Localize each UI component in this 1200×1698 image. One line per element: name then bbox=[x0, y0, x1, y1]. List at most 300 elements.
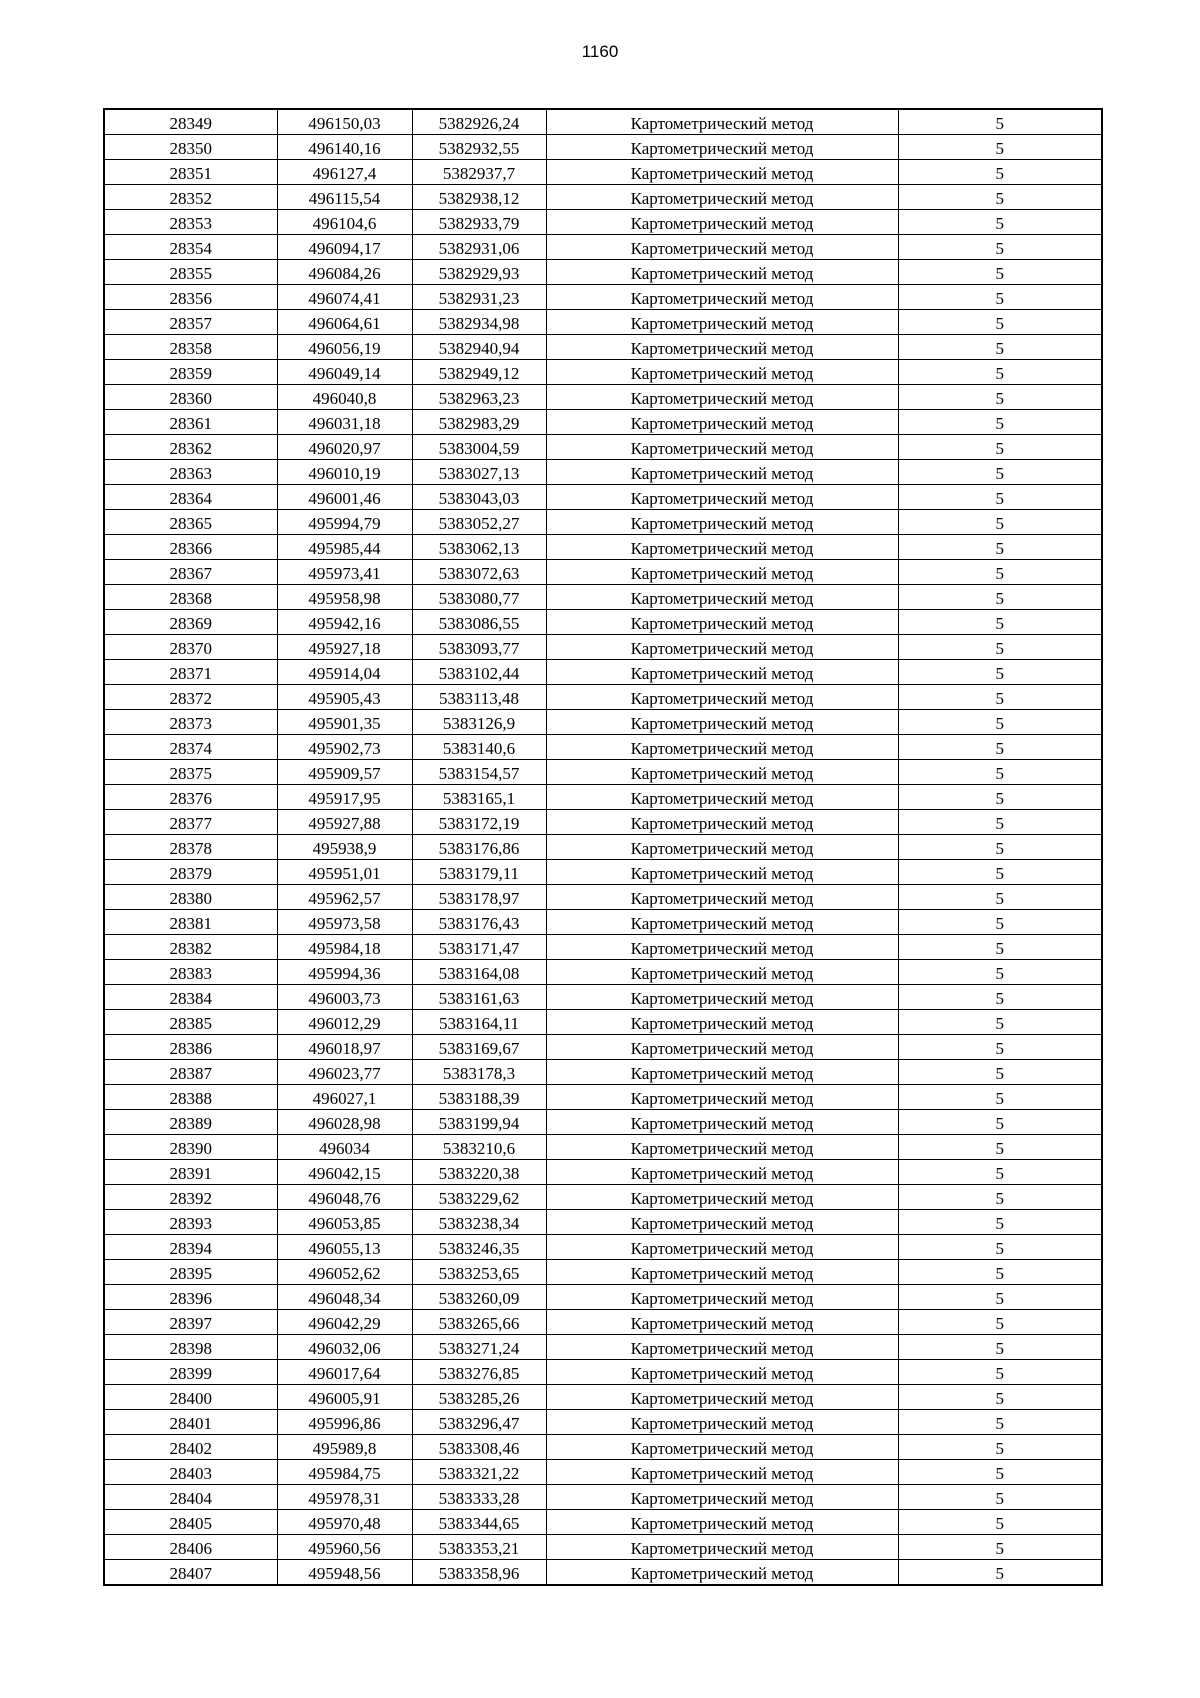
accuracy-cell: 5 bbox=[898, 585, 1102, 610]
y-coordinate-cell: 5383093,77 bbox=[412, 635, 546, 660]
y-coordinate-cell: 5383321,22 bbox=[412, 1460, 546, 1485]
method-cell: Картометрический метод bbox=[546, 935, 898, 960]
y-coordinate-cell: 5383260,09 bbox=[412, 1285, 546, 1310]
x-coordinate-cell: 496023,77 bbox=[277, 1060, 412, 1085]
accuracy-cell: 5 bbox=[898, 1135, 1102, 1160]
accuracy-cell: 5 bbox=[898, 1085, 1102, 1110]
point-number-cell: 28398 bbox=[104, 1335, 277, 1360]
accuracy-cell: 5 bbox=[898, 685, 1102, 710]
point-number-cell: 28362 bbox=[104, 435, 277, 460]
accuracy-cell: 5 bbox=[898, 335, 1102, 360]
method-cell: Картометрический метод bbox=[546, 1335, 898, 1360]
x-coordinate-cell: 495994,36 bbox=[277, 960, 412, 985]
method-cell: Картометрический метод bbox=[546, 760, 898, 785]
method-cell: Картометрический метод bbox=[546, 285, 898, 310]
method-cell: Картометрический метод bbox=[546, 1135, 898, 1160]
accuracy-cell: 5 bbox=[898, 360, 1102, 385]
x-coordinate-cell: 496053,85 bbox=[277, 1210, 412, 1235]
table-row bbox=[104, 885, 1102, 910]
y-coordinate-cell: 5383161,63 bbox=[412, 985, 546, 1010]
table-row bbox=[104, 1485, 1102, 1510]
method-cell: Картометрический метод bbox=[546, 185, 898, 210]
point-number-cell: 28379 bbox=[104, 860, 277, 885]
accuracy-cell: 5 bbox=[898, 1435, 1102, 1460]
table-row bbox=[104, 935, 1102, 960]
method-cell: Картометрический метод bbox=[546, 1260, 898, 1285]
accuracy-cell: 5 bbox=[898, 1285, 1102, 1310]
x-coordinate-cell: 495978,31 bbox=[277, 1485, 412, 1510]
table-row bbox=[104, 560, 1102, 585]
point-number-cell: 28402 bbox=[104, 1435, 277, 1460]
table-row bbox=[104, 310, 1102, 335]
table-row bbox=[104, 1135, 1102, 1160]
y-coordinate-cell: 5382963,23 bbox=[412, 385, 546, 410]
table-row bbox=[104, 135, 1102, 160]
table-row bbox=[104, 510, 1102, 535]
y-coordinate-cell: 5383154,57 bbox=[412, 760, 546, 785]
table-row bbox=[104, 460, 1102, 485]
accuracy-cell: 5 bbox=[898, 1385, 1102, 1410]
point-number-cell: 28395 bbox=[104, 1260, 277, 1285]
accuracy-cell: 5 bbox=[898, 235, 1102, 260]
x-coordinate-cell: 495984,18 bbox=[277, 935, 412, 960]
point-number-cell: 28373 bbox=[104, 710, 277, 735]
x-coordinate-cell: 496048,34 bbox=[277, 1285, 412, 1310]
table-row bbox=[104, 685, 1102, 710]
accuracy-cell: 5 bbox=[898, 485, 1102, 510]
accuracy-cell: 5 bbox=[898, 560, 1102, 585]
point-number-cell: 28392 bbox=[104, 1185, 277, 1210]
table-row bbox=[104, 1285, 1102, 1310]
x-coordinate-cell: 496003,73 bbox=[277, 985, 412, 1010]
x-coordinate-cell: 496127,4 bbox=[277, 160, 412, 185]
accuracy-cell: 5 bbox=[898, 1235, 1102, 1260]
table-row bbox=[104, 635, 1102, 660]
accuracy-cell: 5 bbox=[898, 210, 1102, 235]
point-number-cell: 28351 bbox=[104, 160, 277, 185]
point-number-cell: 28406 bbox=[104, 1535, 277, 1560]
accuracy-cell: 5 bbox=[898, 960, 1102, 985]
table-row bbox=[104, 985, 1102, 1010]
table-row bbox=[104, 435, 1102, 460]
point-number-cell: 28352 bbox=[104, 185, 277, 210]
y-coordinate-cell: 5383271,24 bbox=[412, 1335, 546, 1360]
method-cell: Картометрический метод bbox=[546, 1510, 898, 1535]
y-coordinate-cell: 5383220,38 bbox=[412, 1160, 546, 1185]
table-row bbox=[104, 1560, 1102, 1586]
accuracy-cell: 5 bbox=[898, 109, 1102, 135]
y-coordinate-cell: 5383229,62 bbox=[412, 1185, 546, 1210]
point-number-cell: 28386 bbox=[104, 1035, 277, 1060]
table-row bbox=[104, 960, 1102, 985]
x-coordinate-cell: 495970,48 bbox=[277, 1510, 412, 1535]
table-row bbox=[104, 1535, 1102, 1560]
point-number-cell: 28389 bbox=[104, 1110, 277, 1135]
x-coordinate-cell: 495996,86 bbox=[277, 1410, 412, 1435]
y-coordinate-cell: 5382933,79 bbox=[412, 210, 546, 235]
point-number-cell: 28359 bbox=[104, 360, 277, 385]
x-coordinate-cell: 496028,98 bbox=[277, 1110, 412, 1135]
x-coordinate-cell: 496001,46 bbox=[277, 485, 412, 510]
accuracy-cell: 5 bbox=[898, 885, 1102, 910]
table-row bbox=[104, 1335, 1102, 1360]
point-number-cell: 28388 bbox=[104, 1085, 277, 1110]
table-row bbox=[104, 1110, 1102, 1135]
x-coordinate-cell: 495942,16 bbox=[277, 610, 412, 635]
method-cell: Картометрический метод bbox=[546, 1385, 898, 1410]
accuracy-cell: 5 bbox=[898, 510, 1102, 535]
method-cell: Картометрический метод bbox=[546, 1310, 898, 1335]
accuracy-cell: 5 bbox=[898, 610, 1102, 635]
method-cell: Картометрический метод bbox=[546, 410, 898, 435]
y-coordinate-cell: 5383164,08 bbox=[412, 960, 546, 985]
accuracy-cell: 5 bbox=[898, 635, 1102, 660]
x-coordinate-cell: 495973,58 bbox=[277, 910, 412, 935]
accuracy-cell: 5 bbox=[898, 410, 1102, 435]
accuracy-cell: 5 bbox=[898, 535, 1102, 560]
y-coordinate-cell: 5383126,9 bbox=[412, 710, 546, 735]
table-row bbox=[104, 410, 1102, 435]
x-coordinate-cell: 495905,43 bbox=[277, 685, 412, 710]
x-coordinate-cell: 496056,19 bbox=[277, 335, 412, 360]
x-coordinate-cell: 496115,54 bbox=[277, 185, 412, 210]
point-number-cell: 28361 bbox=[104, 410, 277, 435]
accuracy-cell: 5 bbox=[898, 1010, 1102, 1035]
table-row bbox=[104, 1085, 1102, 1110]
x-coordinate-cell: 495960,56 bbox=[277, 1535, 412, 1560]
method-cell: Картометрический метод bbox=[546, 310, 898, 335]
y-coordinate-cell: 5382934,98 bbox=[412, 310, 546, 335]
point-number-cell: 28399 bbox=[104, 1360, 277, 1385]
table-row bbox=[104, 335, 1102, 360]
x-coordinate-cell: 496031,18 bbox=[277, 410, 412, 435]
x-coordinate-cell: 496074,41 bbox=[277, 285, 412, 310]
accuracy-cell: 5 bbox=[898, 1410, 1102, 1435]
table-row bbox=[104, 760, 1102, 785]
x-coordinate-cell: 495917,95 bbox=[277, 785, 412, 810]
method-cell: Картометрический метод bbox=[546, 735, 898, 760]
y-coordinate-cell: 5383265,66 bbox=[412, 1310, 546, 1335]
accuracy-cell: 5 bbox=[898, 435, 1102, 460]
y-coordinate-cell: 5383178,97 bbox=[412, 885, 546, 910]
page-number: 1160 bbox=[581, 42, 619, 61]
y-coordinate-cell: 5383238,34 bbox=[412, 1210, 546, 1235]
y-coordinate-cell: 5382932,55 bbox=[412, 135, 546, 160]
accuracy-cell: 5 bbox=[898, 910, 1102, 935]
accuracy-cell: 5 bbox=[898, 460, 1102, 485]
method-cell: Картометрический метод bbox=[546, 1460, 898, 1485]
y-coordinate-cell: 5382940,94 bbox=[412, 335, 546, 360]
table-row bbox=[104, 1160, 1102, 1185]
x-coordinate-cell: 496020,97 bbox=[277, 435, 412, 460]
x-coordinate-cell: 495984,75 bbox=[277, 1460, 412, 1485]
accuracy-cell: 5 bbox=[898, 160, 1102, 185]
method-cell: Картометрический метод bbox=[546, 1085, 898, 1110]
point-number-cell: 28367 bbox=[104, 560, 277, 585]
x-coordinate-cell: 496034 bbox=[277, 1135, 412, 1160]
x-coordinate-cell: 496064,61 bbox=[277, 310, 412, 335]
point-number-cell: 28396 bbox=[104, 1285, 277, 1310]
x-coordinate-cell: 496027,1 bbox=[277, 1085, 412, 1110]
x-coordinate-cell: 496042,29 bbox=[277, 1310, 412, 1335]
table-row bbox=[104, 585, 1102, 610]
point-number-cell: 28363 bbox=[104, 460, 277, 485]
table-row bbox=[104, 835, 1102, 860]
x-coordinate-cell: 495909,57 bbox=[277, 760, 412, 785]
table-row bbox=[104, 1360, 1102, 1385]
point-number-cell: 28383 bbox=[104, 960, 277, 985]
point-number-cell: 28371 bbox=[104, 660, 277, 685]
method-cell: Картометрический метод bbox=[546, 1235, 898, 1260]
point-number-cell: 28393 bbox=[104, 1210, 277, 1235]
table-row bbox=[104, 1510, 1102, 1535]
method-cell: Картометрический метод bbox=[546, 210, 898, 235]
accuracy-cell: 5 bbox=[898, 710, 1102, 735]
method-cell: Картометрический метод bbox=[546, 1485, 898, 1510]
point-number-cell: 28364 bbox=[104, 485, 277, 510]
point-number-cell: 28382 bbox=[104, 935, 277, 960]
accuracy-cell: 5 bbox=[898, 985, 1102, 1010]
point-number-cell: 28353 bbox=[104, 210, 277, 235]
y-coordinate-cell: 5383164,11 bbox=[412, 1010, 546, 1035]
point-number-cell: 28355 bbox=[104, 260, 277, 285]
point-number-cell: 28390 bbox=[104, 1135, 277, 1160]
coordinates-table-body bbox=[104, 109, 1102, 1585]
method-cell: Картометрический метод bbox=[546, 635, 898, 660]
table-row bbox=[104, 1035, 1102, 1060]
method-cell: Картометрический метод bbox=[546, 660, 898, 685]
method-cell: Картометрический метод bbox=[546, 435, 898, 460]
accuracy-cell: 5 bbox=[898, 1060, 1102, 1085]
point-number-cell: 28365 bbox=[104, 510, 277, 535]
table-row bbox=[104, 485, 1102, 510]
y-coordinate-cell: 5383333,28 bbox=[412, 1485, 546, 1510]
y-coordinate-cell: 5383165,1 bbox=[412, 785, 546, 810]
point-number-cell: 28407 bbox=[104, 1560, 277, 1586]
point-number-cell: 28387 bbox=[104, 1060, 277, 1085]
x-coordinate-cell: 496042,15 bbox=[277, 1160, 412, 1185]
x-coordinate-cell: 496005,91 bbox=[277, 1385, 412, 1410]
y-coordinate-cell: 5383072,63 bbox=[412, 560, 546, 585]
y-coordinate-cell: 5382937,7 bbox=[412, 160, 546, 185]
method-cell: Картометрический метод bbox=[546, 835, 898, 860]
table-row bbox=[104, 235, 1102, 260]
method-cell: Картометрический метод bbox=[546, 810, 898, 835]
method-cell: Картометрический метод bbox=[546, 1210, 898, 1235]
x-coordinate-cell: 495962,57 bbox=[277, 885, 412, 910]
point-number-cell: 28376 bbox=[104, 785, 277, 810]
y-coordinate-cell: 5383176,43 bbox=[412, 910, 546, 935]
table-row bbox=[104, 735, 1102, 760]
point-number-cell: 28372 bbox=[104, 685, 277, 710]
accuracy-cell: 5 bbox=[898, 1460, 1102, 1485]
accuracy-cell: 5 bbox=[898, 1260, 1102, 1285]
y-coordinate-cell: 5383052,27 bbox=[412, 510, 546, 535]
accuracy-cell: 5 bbox=[898, 1035, 1102, 1060]
accuracy-cell: 5 bbox=[898, 1210, 1102, 1235]
x-coordinate-cell: 495901,35 bbox=[277, 710, 412, 735]
table-row bbox=[104, 660, 1102, 685]
table-row bbox=[104, 1260, 1102, 1285]
accuracy-cell: 5 bbox=[898, 860, 1102, 885]
y-coordinate-cell: 5383080,77 bbox=[412, 585, 546, 610]
point-number-cell: 28358 bbox=[104, 335, 277, 360]
table-row bbox=[104, 1435, 1102, 1460]
x-coordinate-cell: 495927,18 bbox=[277, 635, 412, 660]
x-coordinate-cell: 495958,98 bbox=[277, 585, 412, 610]
coordinates-table bbox=[103, 108, 1103, 1586]
x-coordinate-cell: 496084,26 bbox=[277, 260, 412, 285]
accuracy-cell: 5 bbox=[898, 660, 1102, 685]
accuracy-cell: 5 bbox=[898, 135, 1102, 160]
y-coordinate-cell: 5382983,29 bbox=[412, 410, 546, 435]
point-number-cell: 28385 bbox=[104, 1010, 277, 1035]
accuracy-cell: 5 bbox=[898, 785, 1102, 810]
x-coordinate-cell: 495948,56 bbox=[277, 1560, 412, 1586]
method-cell: Картометрический метод bbox=[546, 1435, 898, 1460]
point-number-cell: 28377 bbox=[104, 810, 277, 835]
accuracy-cell: 5 bbox=[898, 760, 1102, 785]
table-row bbox=[104, 385, 1102, 410]
y-coordinate-cell: 5383043,03 bbox=[412, 485, 546, 510]
y-coordinate-cell: 5383171,47 bbox=[412, 935, 546, 960]
accuracy-cell: 5 bbox=[898, 185, 1102, 210]
point-number-cell: 28381 bbox=[104, 910, 277, 935]
accuracy-cell: 5 bbox=[898, 1310, 1102, 1335]
y-coordinate-cell: 5383004,59 bbox=[412, 435, 546, 460]
y-coordinate-cell: 5383344,65 bbox=[412, 1510, 546, 1535]
x-coordinate-cell: 496032,06 bbox=[277, 1335, 412, 1360]
method-cell: Картометрический метод bbox=[546, 985, 898, 1010]
accuracy-cell: 5 bbox=[898, 1510, 1102, 1535]
y-coordinate-cell: 5383246,35 bbox=[412, 1235, 546, 1260]
table-row bbox=[104, 109, 1102, 135]
method-cell: Картометрический метод bbox=[546, 109, 898, 135]
y-coordinate-cell: 5382949,12 bbox=[412, 360, 546, 385]
table-row bbox=[104, 210, 1102, 235]
point-number-cell: 28349 bbox=[104, 109, 277, 135]
x-coordinate-cell: 496150,03 bbox=[277, 109, 412, 135]
point-number-cell: 28400 bbox=[104, 1385, 277, 1410]
point-number-cell: 28357 bbox=[104, 310, 277, 335]
method-cell: Картометрический метод bbox=[546, 560, 898, 585]
y-coordinate-cell: 5383253,65 bbox=[412, 1260, 546, 1285]
method-cell: Картометрический метод bbox=[546, 585, 898, 610]
x-coordinate-cell: 496040,8 bbox=[277, 385, 412, 410]
table-row bbox=[104, 1060, 1102, 1085]
x-coordinate-cell: 495927,88 bbox=[277, 810, 412, 835]
method-cell: Картометрический метод bbox=[546, 535, 898, 560]
x-coordinate-cell: 495938,9 bbox=[277, 835, 412, 860]
table-row bbox=[104, 535, 1102, 560]
method-cell: Картометрический метод bbox=[546, 785, 898, 810]
method-cell: Картометрический метод bbox=[546, 1360, 898, 1385]
x-coordinate-cell: 496010,19 bbox=[277, 460, 412, 485]
x-coordinate-cell: 496052,62 bbox=[277, 1260, 412, 1285]
accuracy-cell: 5 bbox=[898, 285, 1102, 310]
y-coordinate-cell: 5383102,44 bbox=[412, 660, 546, 685]
point-number-cell: 28368 bbox=[104, 585, 277, 610]
method-cell: Картометрический метод bbox=[546, 610, 898, 635]
x-coordinate-cell: 496055,13 bbox=[277, 1235, 412, 1260]
y-coordinate-cell: 5383113,48 bbox=[412, 685, 546, 710]
y-coordinate-cell: 5383086,55 bbox=[412, 610, 546, 635]
y-coordinate-cell: 5383176,86 bbox=[412, 835, 546, 860]
method-cell: Картометрический метод bbox=[546, 960, 898, 985]
point-number-cell: 28354 bbox=[104, 235, 277, 260]
y-coordinate-cell: 5383276,85 bbox=[412, 1360, 546, 1385]
point-number-cell: 28374 bbox=[104, 735, 277, 760]
table-row bbox=[104, 710, 1102, 735]
table-row bbox=[104, 260, 1102, 285]
method-cell: Картометрический метод bbox=[546, 335, 898, 360]
x-coordinate-cell: 495902,73 bbox=[277, 735, 412, 760]
y-coordinate-cell: 5383285,26 bbox=[412, 1385, 546, 1410]
y-coordinate-cell: 5382926,24 bbox=[412, 109, 546, 135]
table-row bbox=[104, 910, 1102, 935]
point-number-cell: 28403 bbox=[104, 1460, 277, 1485]
y-coordinate-cell: 5382938,12 bbox=[412, 185, 546, 210]
point-number-cell: 28375 bbox=[104, 760, 277, 785]
x-coordinate-cell: 496012,29 bbox=[277, 1010, 412, 1035]
method-cell: Картометрический метод bbox=[546, 685, 898, 710]
point-number-cell: 28378 bbox=[104, 835, 277, 860]
y-coordinate-cell: 5383169,67 bbox=[412, 1035, 546, 1060]
x-coordinate-cell: 496017,64 bbox=[277, 1360, 412, 1385]
method-cell: Картометрический метод bbox=[546, 485, 898, 510]
table-row bbox=[104, 810, 1102, 835]
point-number-cell: 28366 bbox=[104, 535, 277, 560]
y-coordinate-cell: 5383308,46 bbox=[412, 1435, 546, 1460]
method-cell: Картометрический метод bbox=[546, 1535, 898, 1560]
point-number-cell: 28384 bbox=[104, 985, 277, 1010]
method-cell: Картометрический метод bbox=[546, 460, 898, 485]
point-number-cell: 28404 bbox=[104, 1485, 277, 1510]
table-row bbox=[104, 1235, 1102, 1260]
y-coordinate-cell: 5383210,6 bbox=[412, 1135, 546, 1160]
method-cell: Картометрический метод bbox=[546, 1285, 898, 1310]
accuracy-cell: 5 bbox=[898, 260, 1102, 285]
point-number-cell: 28394 bbox=[104, 1235, 277, 1260]
accuracy-cell: 5 bbox=[898, 1185, 1102, 1210]
y-coordinate-cell: 5383199,94 bbox=[412, 1110, 546, 1135]
method-cell: Картометрический метод bbox=[546, 160, 898, 185]
accuracy-cell: 5 bbox=[898, 1335, 1102, 1360]
method-cell: Картометрический метод bbox=[546, 1185, 898, 1210]
point-number-cell: 28401 bbox=[104, 1410, 277, 1435]
table-row bbox=[104, 785, 1102, 810]
table-row bbox=[104, 860, 1102, 885]
y-coordinate-cell: 5383188,39 bbox=[412, 1085, 546, 1110]
y-coordinate-cell: 5383353,21 bbox=[412, 1535, 546, 1560]
x-coordinate-cell: 495914,04 bbox=[277, 660, 412, 685]
method-cell: Картометрический метод bbox=[546, 1035, 898, 1060]
accuracy-cell: 5 bbox=[898, 1110, 1102, 1135]
y-coordinate-cell: 5383140,6 bbox=[412, 735, 546, 760]
x-coordinate-cell: 496094,17 bbox=[277, 235, 412, 260]
method-cell: Картометрический метод bbox=[546, 885, 898, 910]
table-row bbox=[104, 1385, 1102, 1410]
point-number-cell: 28405 bbox=[104, 1510, 277, 1535]
accuracy-cell: 5 bbox=[898, 1535, 1102, 1560]
method-cell: Картометрический метод bbox=[546, 510, 898, 535]
y-coordinate-cell: 5382931,06 bbox=[412, 235, 546, 260]
accuracy-cell: 5 bbox=[898, 1560, 1102, 1586]
table-row bbox=[104, 160, 1102, 185]
accuracy-cell: 5 bbox=[898, 1360, 1102, 1385]
table-row bbox=[104, 1410, 1102, 1435]
y-coordinate-cell: 5382931,23 bbox=[412, 285, 546, 310]
